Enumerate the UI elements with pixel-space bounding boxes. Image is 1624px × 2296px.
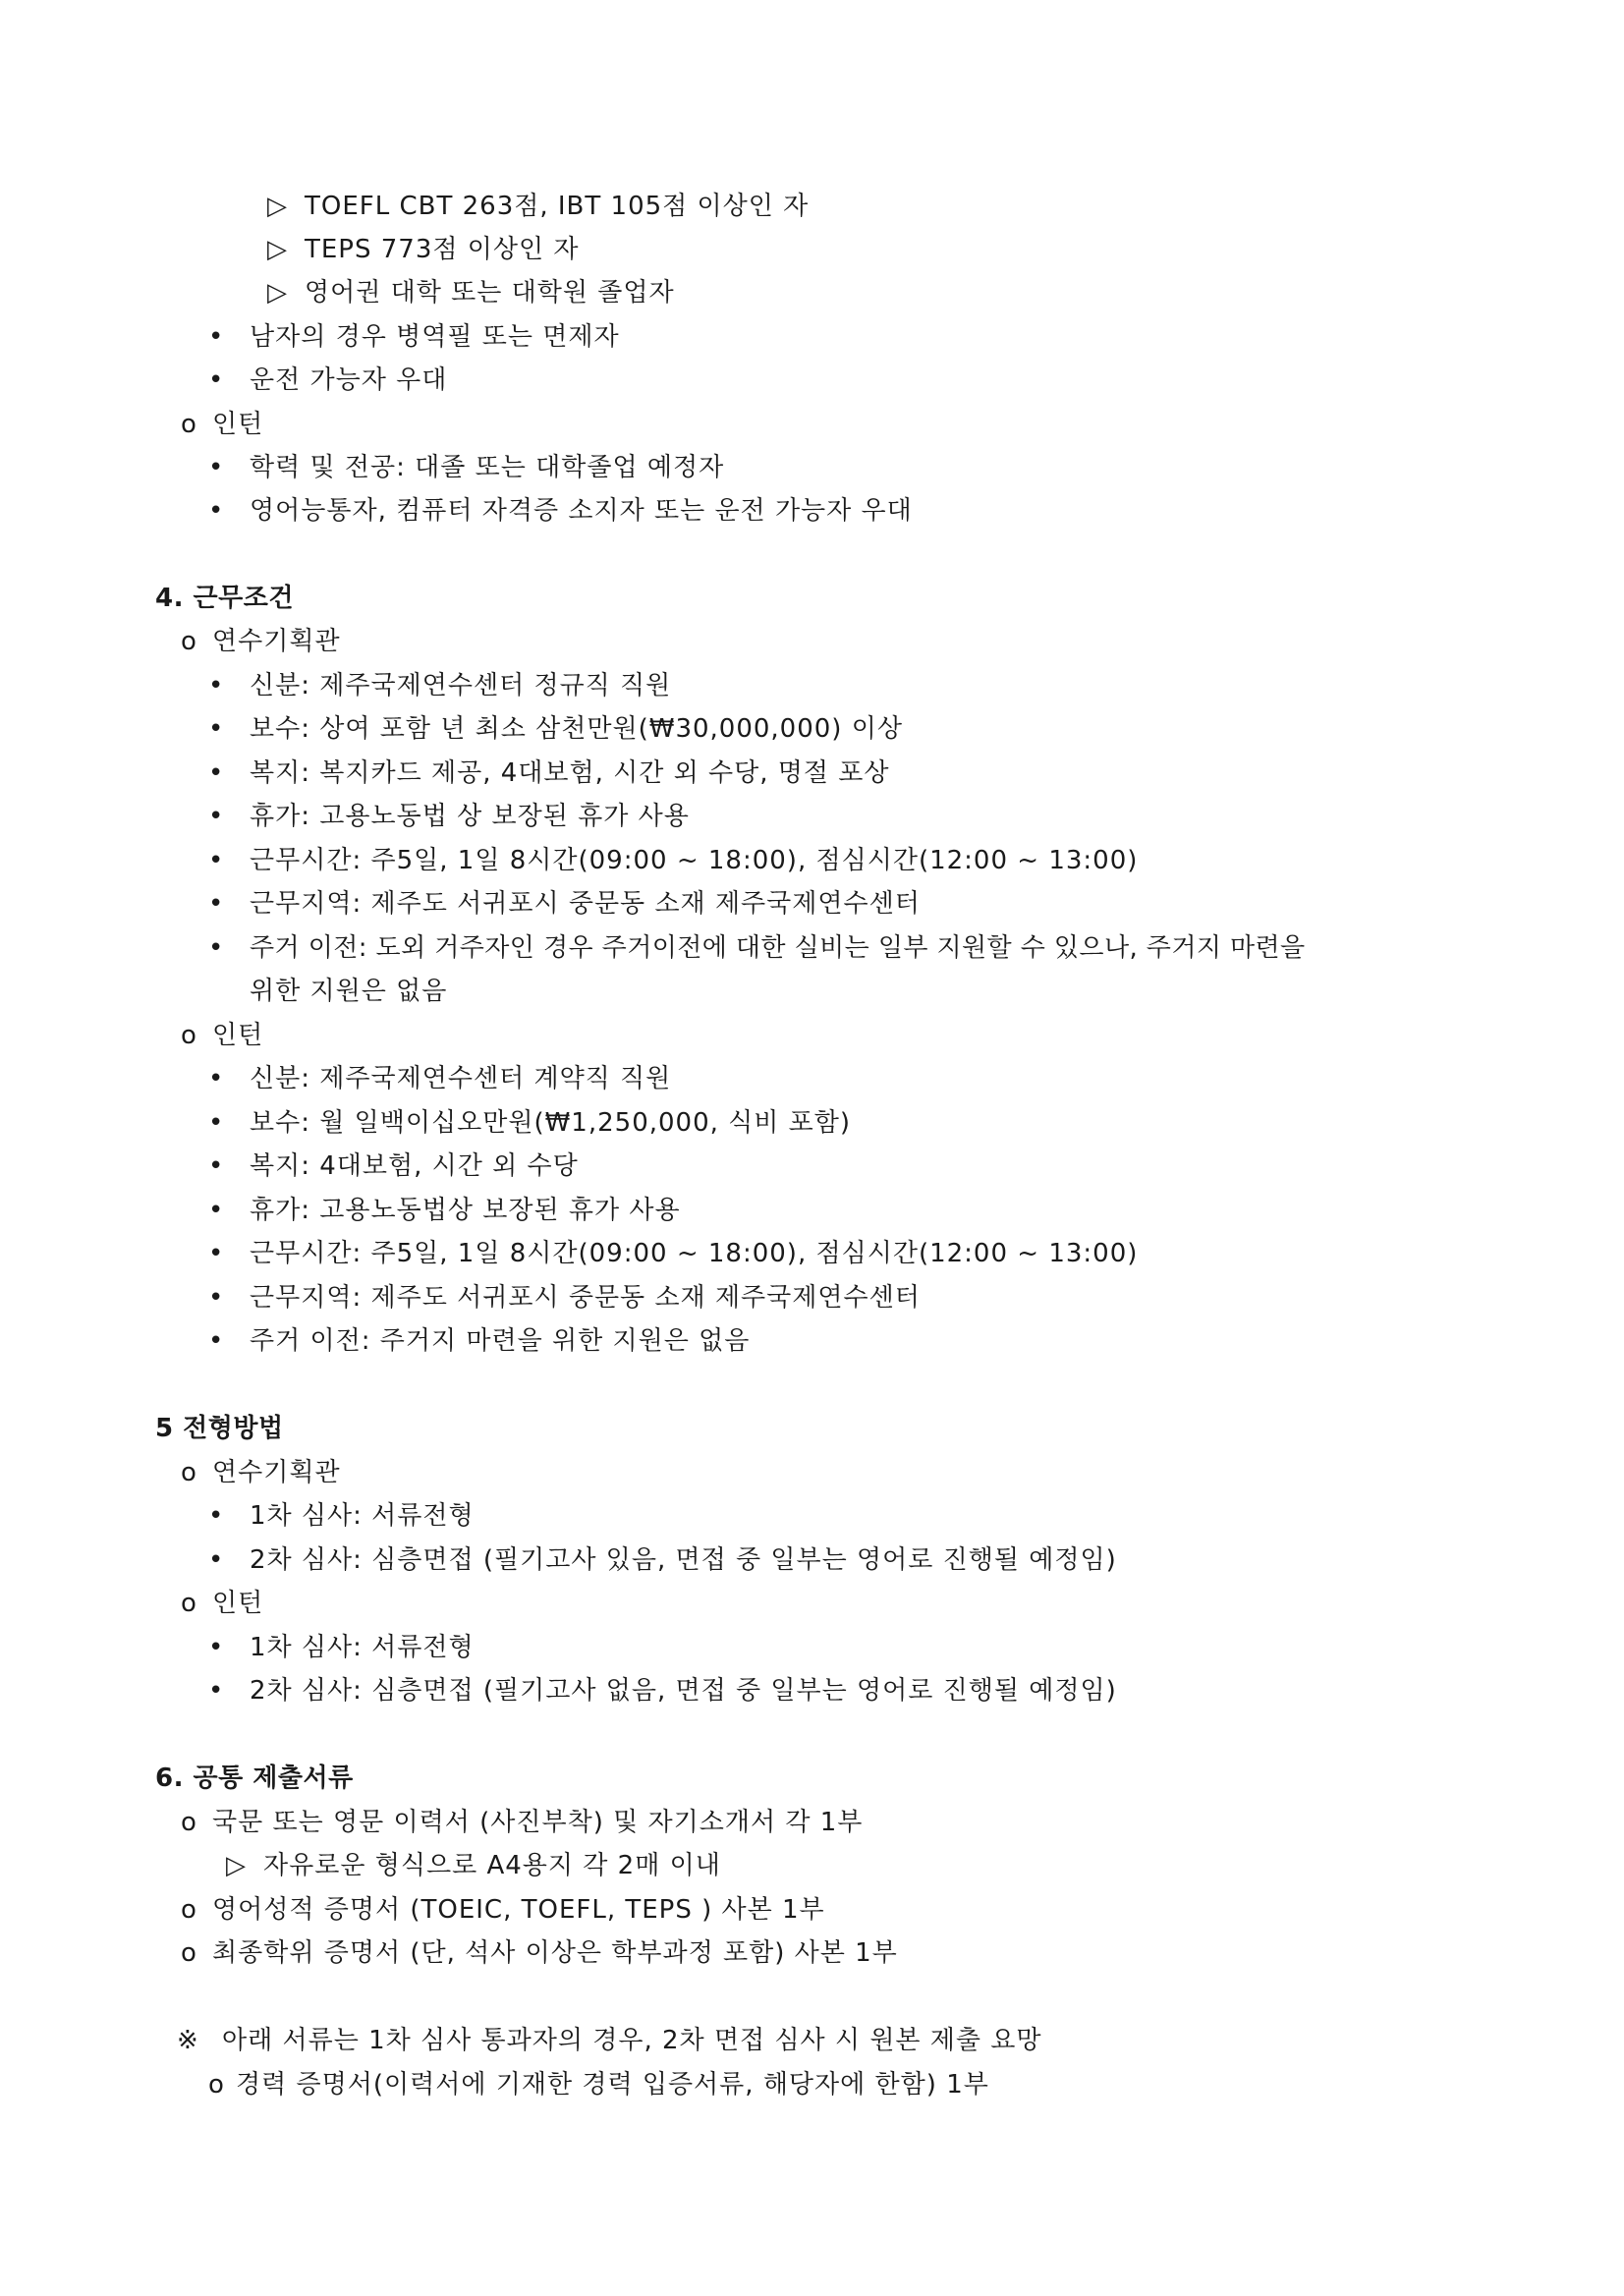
tri-item-text: 영어권 대학 또는 대학원 졸업자 [305,278,675,308]
list-item [208,1062,671,1095]
o-marker: o [181,627,197,656]
section-6-heading: 6. 공통 제출서류 [155,1764,354,1793]
bullet-icon: • [208,496,225,526]
list-item-text: 복지: 복지카드 제공, 4대보험, 시간 외 수당, 명절 포상 [250,758,890,788]
list-item [208,931,1306,965]
bullet-icon: • [208,1633,225,1662]
list-item-text: 영어능통자, 컴퓨터 자격증 소지자 또는 운전 가능자 우대 [250,496,913,526]
tri-item [226,1849,721,1882]
section-4-heading: 4. 근무조건 [155,584,294,613]
o-marker: o [181,1938,197,1968]
list-item [208,1237,1138,1270]
list-item-text: 근무시간: 주5일, 1일 8시간(09:00 ~ 18:00), 점심시간(12:00 ~ 13:00) [250,846,1139,875]
document-item [181,1806,863,1839]
document-item-text: 국문 또는 영문 이력서 (사진부착) 및 자기소개서 각 1부 [212,1808,864,1837]
bullet-icon: • [208,1326,225,1356]
triangle-icon: ▷ [267,235,288,264]
list-item-text: 1차 심사: 서류전형 [250,1633,475,1662]
o-marker: o [181,1895,197,1925]
document-item [181,1936,898,1970]
list-item [208,320,620,354]
document-item-text: 경력 증명서(이력서에 기재한 경력 입증서류, 해당자에 한함) 1부 [236,2070,989,2100]
list-item [208,844,1138,877]
group-label [181,1019,263,1052]
list-item [208,1499,475,1533]
list-item-text: 2차 심사: 심층면접 (필기고사 있음, 면접 중 일부는 영어로 진행될 예정임) [250,1545,1117,1575]
list-item [208,1194,681,1227]
note-text: 아래 서류는 1차 심사 통과자의 경우, 2차 면접 심사 시 원본 제출 요망 [222,2026,1042,2055]
list-item [208,451,724,484]
bullet-icon: • [208,1545,225,1575]
list-item-text: 운전 가능자 우대 [250,365,448,395]
bullet-icon: • [208,671,225,700]
tri-item [267,233,580,266]
document-item-text: 최종학위 증명서 (단, 석사 이상은 학부과정 포함) 사본 1부 [212,1938,898,1968]
bullet-icon: • [208,365,225,395]
bullet-icon: • [208,714,225,744]
bullet-icon: • [208,1283,225,1313]
tri-item [267,190,809,223]
list-item [208,756,890,790]
list-item [208,1149,579,1183]
list-item-text: 보수: 월 일백이십오만원(₩1,250,000, 식비 포함) [250,1108,852,1138]
list-item-text: 복지: 4대보험, 시간 외 수당 [250,1151,579,1181]
bullet-icon: • [208,1239,225,1268]
group-label-text: 인턴 [212,1021,264,1050]
triangle-icon: ▷ [267,192,288,221]
list-item-text: 근무시간: 주5일, 1일 8시간(09:00 ~ 18:00), 점심시간(12:00 ~ 13:00) [250,1239,1139,1268]
group-label-text: 연수기획관 [212,627,341,656]
list-item [208,800,690,833]
bullet-icon: • [208,1108,225,1138]
list-item [208,669,671,702]
o-marker: o [208,2070,225,2100]
list-item [208,1324,750,1358]
bullet-icon: • [208,889,225,919]
tri-item-text: 자유로운 형식으로 A4용지 각 2매 이내 [263,1851,721,1880]
triangle-icon: ▷ [267,278,288,308]
list-item [208,1281,921,1315]
o-marker: o [181,1458,197,1487]
o-marker: o [181,410,197,439]
bullet-icon: • [208,1196,225,1225]
bullet-icon: • [208,933,224,963]
group-label-text: 연수기획관 [212,1458,341,1487]
list-item-text: 남자의 경우 병역필 또는 면제자 [250,322,620,352]
list-item [208,887,921,921]
group-label [181,1587,263,1620]
list-item-text: 휴가: 고용노동법 상 보장된 휴가 사용 [250,802,690,831]
list-item-text: 보수: 상여 포함 년 최소 삼천만원(₩30,000,000) 이상 [250,714,903,744]
o-marker: o [181,1021,197,1050]
bullet-icon: • [208,846,225,875]
list-item [208,1674,1117,1708]
list-item-text: 신분: 제주국제연수센터 정규직 직원 [250,671,672,700]
tri-item [267,276,675,309]
list-item-text: 1차 심사: 서류전형 [250,1501,475,1531]
bullet-icon: • [208,1151,225,1181]
list-item [208,494,913,528]
list-item-text: 학력 및 전공: 대졸 또는 대학졸업 예정자 [250,453,725,482]
list-item [208,1631,475,1664]
list-item-text: 휴가: 고용노동법상 보장된 휴가 사용 [250,1196,681,1225]
reference-mark-icon: ※ [177,2026,199,2055]
list-item [208,1543,1117,1577]
document-item [208,2068,989,2101]
triangle-icon: ▷ [226,1851,247,1880]
note [177,2024,1042,2057]
list-item-text: 2차 심사: 심층면접 (필기고사 없음, 면접 중 일부는 영어로 진행될 예정임) [250,1676,1117,1706]
bullet-icon: • [208,453,225,482]
bullet-icon: • [208,802,225,831]
tri-item-text: TOEFL CBT 263점, IBT 105점 이상인 자 [305,192,810,221]
document-item [181,1893,825,1927]
bullet-icon: • [208,1064,225,1093]
list-item-text: 신분: 제주국제연수센터 계약직 직원 [250,1064,672,1093]
bullet-icon: • [208,322,225,352]
group-label [181,1456,341,1489]
group-label-text: 인턴 [212,1589,264,1618]
o-marker: o [181,1589,197,1618]
document-item-text: 영어성적 증명서 (TOEIC, TOEFL, TEPS ) 사본 1부 [212,1895,825,1925]
section-5-heading: 5 전형방법 [155,1414,284,1443]
list-item [208,1106,851,1140]
o-marker: o [181,1808,197,1837]
bullet-icon: • [208,758,225,788]
bullet-icon: • [208,1501,225,1531]
list-item-text: 주거 이전: 주거지 마련을 위한 지원은 없음 [250,1326,751,1356]
list-item-text: 근무지역: 제주도 서귀포시 중문동 소재 제주국제연수센터 [250,889,921,919]
group-label [181,625,341,658]
bullet-icon: • [208,1676,225,1706]
group-label [181,408,263,441]
list-item-text: 근무지역: 제주도 서귀포시 중문동 소재 제주국제연수센터 [250,1283,921,1313]
group-label-text: 인턴 [212,410,264,439]
tri-item-text: TEPS 773점 이상인 자 [305,235,580,264]
list-item [208,712,903,746]
list-item [208,364,447,397]
list-item-text: 주거 이전: 도외 거주자인 경우 주거이전에 대한 실비는 일부 지원할 수 있으나, 주거지 마련을 [250,933,1306,963]
list-item-continuation: 위한 지원은 없음 [250,977,448,1006]
